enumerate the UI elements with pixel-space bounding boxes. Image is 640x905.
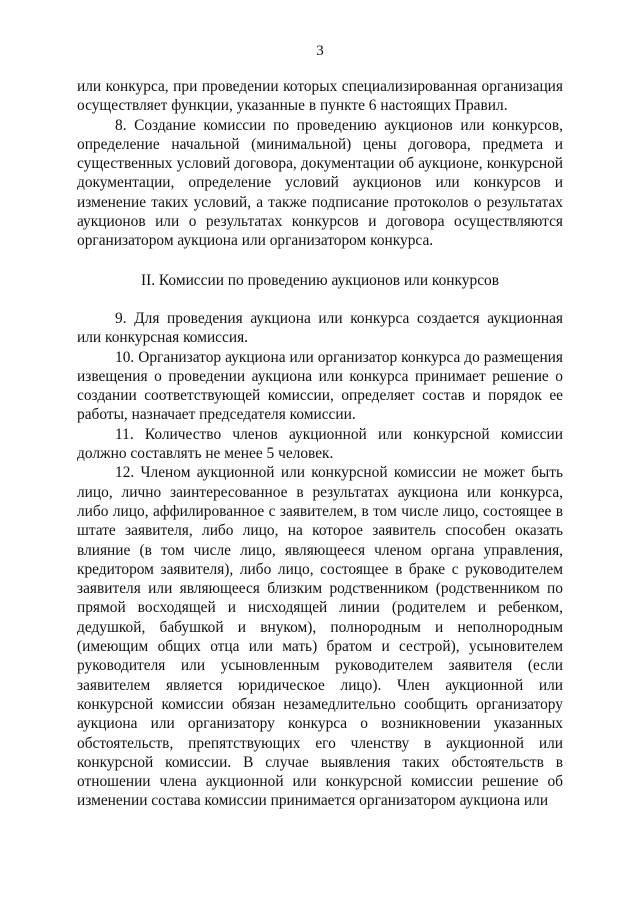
paragraph-continuation: или конкурса, при проведении которых специализированная организация осуществляет функции, указанные в пункте 6 настоящих Правил. (77, 78, 563, 115)
paragraph-12: 12. Членом аукционной или конкурсной комиссии не может быть лицо, лично заинтересованное в результатах аукциона или конкурса, либо лицо, аффилированное с заявителем, в том числе лицо, состоящее в штате заявителя, либо лицо, на которое заявитель способен оказать влияние (в том числе лицо, являющееся членом органа управления, кредитором заявителя), либо лицо, состоящее в браке с руководителем заявителя или являющееся близким родственником (родственником по прямой восходящей и нисходящей линии (родителем и ребенком, дедушкой, бабушкой и внуком), полнородным и неполнородным (имеющим общих отца или мать) братом и сестрой), усыновителем руководителя или усыновленным руководителем заявителя (если заявителем является юридическое лицо). Член аукционной или конкурсной комиссии обязан незамедлительно сообщить организатору аукциона или организатору конкурса о возникновении указанных обстоятельств, препятствующих его членству в аукционной или конкурсной комиссии. В случае выявления таких обстоятельств в отношении члена аукционной или конкурсной комиссии решение об изменении состава комиссии принимается организатором аукциона или (77, 464, 563, 810)
document-body (77, 77, 563, 811)
page-number: 3 (316, 43, 324, 59)
paragraph-10: 10. Организатор аукциона или организатор конкурса до размещения извещения о проведении аукциона или конкурса принимает решение о создании соответствующей комиссии, определяет состав и порядок ее работы, назначает председателя комиссии. (77, 348, 563, 424)
paragraph-8: 8. Создание комиссии по проведению аукционов или конкурсов, определение начальной (минимальной) цены договора, предмета и существенных условий договора, документации об аукционе, конкурсной документации, определение условий аукционов или конкурсов и изменение таких условий, а также подписание протоколов о результатах аукционов или о результатах конкурсов и договора осуществляются организатором аукциона или организатором конкурса. (77, 116, 563, 250)
paragraph-11: 11. Количество членов аукционной или конкурсной комиссии должно составлять не менее 5 человек. (77, 425, 563, 463)
paragraph-9: 9. Для проведения аукциона или конкурса создается аукционная или конкурсная комиссия. (77, 309, 563, 347)
section-heading: II. Комиссии по проведению аукционов или конкурсов (140, 271, 499, 289)
